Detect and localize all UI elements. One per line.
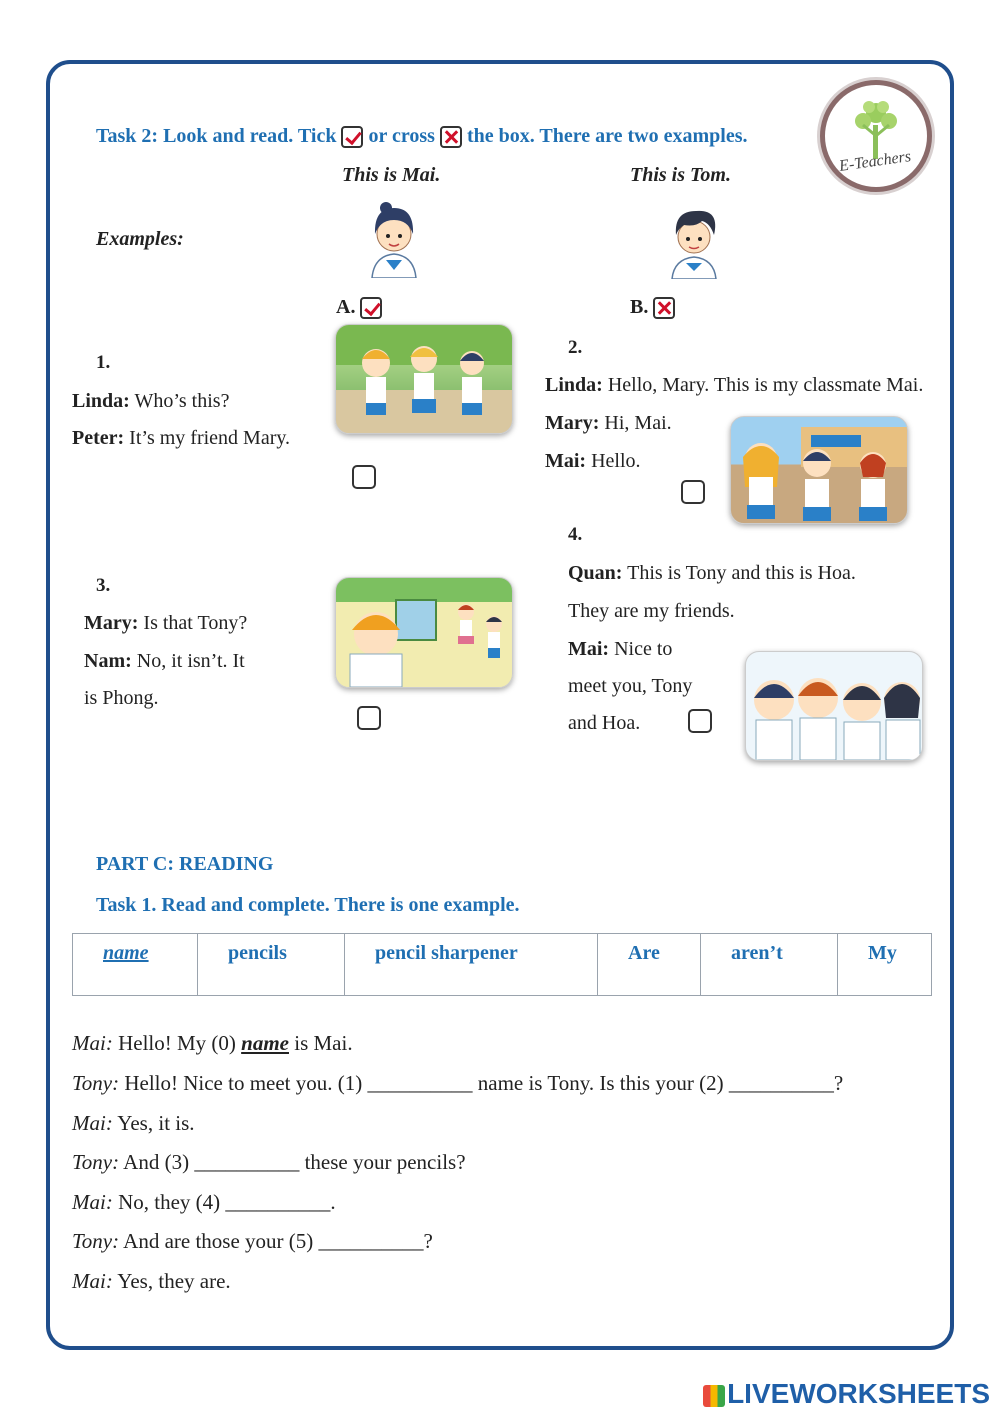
line-text: No, it isn’t. It xyxy=(131,650,245,672)
line-text: Hello, Mary. This is my classmate Mai. xyxy=(602,374,924,396)
line-text: Nice to xyxy=(609,638,673,660)
dialogue-speaker: Tony: xyxy=(72,1150,120,1174)
dialogue-line-1 xyxy=(72,1071,843,1096)
item-4-answer-box[interactable] xyxy=(688,709,712,733)
item-1-line-2 xyxy=(72,427,290,450)
dialogue-line-3 xyxy=(72,1150,466,1175)
lws-logo-icon xyxy=(703,1385,725,1407)
dialogue-text: And (3) __________ these your pencils? xyxy=(119,1150,466,1174)
item-4-line-4 xyxy=(568,675,692,698)
word-bank-cell xyxy=(345,934,598,996)
dialogue-text: Yes, they are. xyxy=(112,1269,231,1293)
item-3-answer-box[interactable] xyxy=(357,706,381,730)
dialogue-speaker: Tony: xyxy=(72,1229,120,1253)
speaker: Mary: xyxy=(84,612,139,634)
word-bank-word: Are xyxy=(628,942,660,964)
item-2-line-2 xyxy=(545,412,672,435)
line-text: It’s my friend Mary. xyxy=(124,427,291,449)
task2-title-part-a: Task 2: Look and read. Tick xyxy=(96,125,337,147)
item-4-line-2 xyxy=(568,600,735,623)
examples-label: Examples: xyxy=(96,228,184,250)
task1-title: Task 1. Read and complete. There is one example. xyxy=(96,894,520,916)
example-a xyxy=(336,296,382,319)
word-bank xyxy=(72,933,932,996)
word-bank-cell xyxy=(73,934,198,996)
example-b xyxy=(630,296,675,319)
item-2-scene xyxy=(731,417,907,523)
word-bank-word: My xyxy=(868,942,897,964)
mai-picture xyxy=(364,200,424,278)
task2-title-part-b: or cross xyxy=(368,125,435,147)
speaker: Mary: xyxy=(545,412,600,434)
item-1-picture xyxy=(335,324,513,434)
dialogue-text: is Mai. xyxy=(288,1031,353,1055)
item-2-number: 2. xyxy=(568,337,583,358)
item-2-line-1 xyxy=(545,374,923,397)
word-bank-word: pencil sharpener xyxy=(375,942,518,964)
item-3-line-1 xyxy=(84,612,247,635)
item-2-answer-box[interactable] xyxy=(681,480,705,504)
dialogue-line-5 xyxy=(72,1229,433,1254)
line-text: Hello. xyxy=(586,450,641,472)
dialogue-line-0 xyxy=(72,1031,353,1056)
line-text: and Hoa. xyxy=(568,712,641,734)
cross-icon xyxy=(440,126,462,148)
line-text: Who’s this? xyxy=(129,390,230,412)
dialogue-text: Hello! My (0) xyxy=(112,1031,242,1055)
word-bank-cell xyxy=(838,934,932,996)
item-3-picture xyxy=(335,577,513,688)
part-c-heading: PART C: READING xyxy=(96,853,274,875)
speaker: Nam: xyxy=(84,650,132,672)
item-2-picture xyxy=(730,416,908,524)
dialogue-text: No, they (4) __________. xyxy=(112,1190,336,1214)
dialogue-speaker: Mai: xyxy=(72,1269,113,1293)
liveworksheets-brand xyxy=(703,1378,990,1410)
task2-title-part-c: the box. There are two examples. xyxy=(466,125,748,147)
word-bank-word: aren’t xyxy=(731,942,783,964)
brand-text: LIVEWORKSHEETS xyxy=(727,1378,990,1409)
dialogue-text: Yes, it is. xyxy=(112,1111,195,1135)
item-4-picture xyxy=(745,651,923,761)
dialogue-line-4 xyxy=(72,1190,336,1215)
dialogue-speaker: Mai: xyxy=(72,1111,113,1135)
dialogue-text: Hello! Nice to meet you. (1) __________ name is Tony. Is this your (2) __________? xyxy=(119,1071,844,1095)
item-1-line-1 xyxy=(72,390,229,413)
speaker: Mai: xyxy=(545,450,587,472)
line-text: Is that Tony? xyxy=(138,612,248,634)
item-3-line-3 xyxy=(84,687,158,710)
word-bank-cell xyxy=(198,934,345,996)
logo-text: E-Teachers xyxy=(838,148,913,175)
e-teachers-logo xyxy=(820,80,932,192)
item-3-number: 3. xyxy=(96,575,111,596)
line-text: They are my friends. xyxy=(568,600,735,622)
item-4-scene xyxy=(746,652,922,760)
item-2-line-3 xyxy=(545,450,641,473)
word-bank-cell xyxy=(598,934,701,996)
caption-tom: This is Tom. xyxy=(630,164,731,186)
line-text: This is Tony and this is Hoa. xyxy=(622,562,856,584)
speaker: Peter: xyxy=(72,427,125,449)
example-b-cross-icon xyxy=(653,297,675,319)
item-4-line-1 xyxy=(568,562,856,585)
tick-icon xyxy=(341,126,363,148)
dialogue-speaker: Mai: xyxy=(72,1190,113,1214)
item-1-number: 1. xyxy=(96,352,111,373)
item-4-number: 4. xyxy=(568,524,583,545)
item-4-line-5 xyxy=(568,712,640,735)
dialogue-speaker: Mai: xyxy=(72,1031,113,1055)
speaker: Quan: xyxy=(568,562,623,584)
item-3-line-2 xyxy=(84,650,245,673)
speaker: Mai: xyxy=(568,638,610,660)
word-bank-word: name xyxy=(103,942,149,964)
speaker: Linda: xyxy=(72,390,130,412)
line-text: Hi, Mai. xyxy=(599,412,672,434)
item-3-scene xyxy=(336,578,512,687)
word-bank-cell xyxy=(701,934,838,996)
item-1-scene xyxy=(336,325,512,433)
speaker: Linda: xyxy=(545,374,603,396)
tom-picture xyxy=(666,205,722,279)
example-b-label: B. xyxy=(630,296,649,318)
dialogue-line-6 xyxy=(72,1269,231,1294)
dialogue-text: And are those your (5) __________? xyxy=(119,1229,433,1253)
example-a-tick-icon xyxy=(360,297,382,319)
line-text: is Phong. xyxy=(84,687,159,709)
item-4-line-3 xyxy=(568,638,672,661)
dialogue-speaker: Tony: xyxy=(72,1071,120,1095)
example-a-label: A. xyxy=(336,296,356,318)
dialogue-line-2 xyxy=(72,1111,195,1136)
example-answer: name xyxy=(241,1031,289,1055)
task2-title xyxy=(96,125,747,148)
line-text: meet you, Tony xyxy=(568,675,693,697)
word-bank-word: pencils xyxy=(228,942,287,964)
item-1-answer-box[interactable] xyxy=(352,465,376,489)
caption-mai: This is Mai. xyxy=(342,164,441,186)
